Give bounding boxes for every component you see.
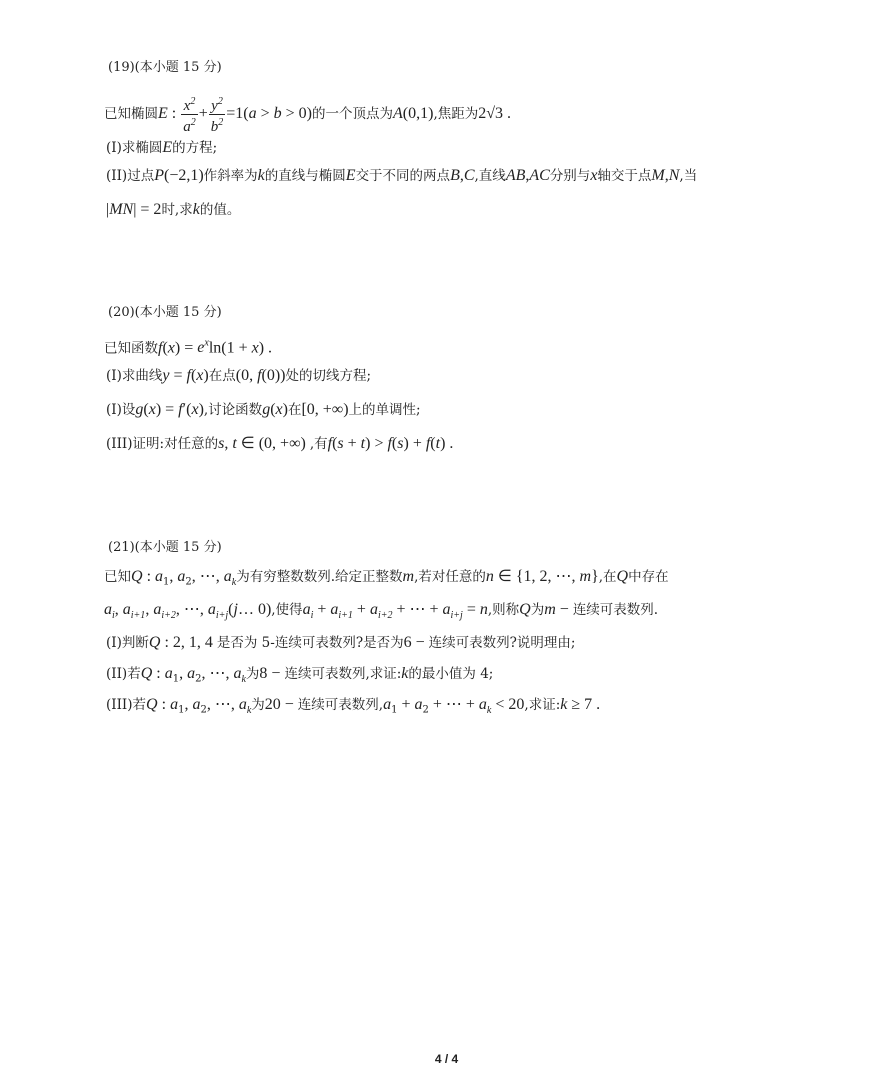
q21-line-3: (I)判断Q : 2, 1, 4 是否为 5-连续可表数列?是否为6 − 连续可表数列?说明理由; <box>106 634 576 651</box>
q19-header: (19)(本小题 15 分) <box>108 60 222 75</box>
q21-line-5: (III)若Q : $a_1$, $a_2$, ⋯, $a_k$为20 − 连续可表数列$,a_1 + a_2$ + ⋯ + $a_k < 20$,求证:k ≥ 7 . <box>106 696 601 717</box>
q20-line-3: (I)设g(x) = f′(x),讨论函数g(x)在[0, +∞)上的单调性; <box>106 401 421 418</box>
q19-line-2: (I)求椭圆E的方程; <box>106 139 218 156</box>
q20-header: (20)(本小题 15 分) <box>108 305 222 320</box>
q20-line-2: (I)求曲线y = f(x)在点(0, f(0))处的切线方程; <box>106 367 372 384</box>
q20-line-1: 已知函数$f(x) = e^x\ln(1 + x)$ . <box>104 338 273 357</box>
page-number: 4 / 4 <box>434 1052 459 1066</box>
q19-line-1: 已知椭圆E : $\frac{x^2}{a^2}$ + $\frac{y^2}{b^2}$ =1(a > b > 0)的一个顶点为A(0,1),焦距为2√3 . <box>104 96 512 135</box>
q21-line-2: $a_i$, $a_{i+1}$, $a_{i+2}$, ⋯, $a_{i+j}(j\dots$ 0),使得$a_i + a_{i+1} + a_{i+2}$ + ⋯ + $a_{i+j} = n$,则称Q为m − 连续可表数列. <box>104 601 659 622</box>
q21-line-1: 已知Q : $a_1$, $a_2$, ⋯, $a_k$为有穷整数数列.给定正整数m,若对任意的n ∈ {1, 2, ⋯, m},在Q中存在 <box>104 568 669 589</box>
q19-line-3: (II)过点P(−2,1)作斜率为k的直线与椭圆E交于不同的两点B,C,直线AB,AC分别与x轴交于点M,N,当 <box>106 167 698 184</box>
q20-line-4: (III)证明:对任意的s, t ∈ (0, +∞) ,有f(s + t) > f(s) + f(t) . <box>106 435 454 452</box>
fraction-y2-b2: $\frac{y^2}{b^2}$ <box>210 96 224 135</box>
q21-line-4: (II)若Q : $a_1$, $a_2$, ⋯, $a_k$为8 − 连续可表数列,求证:k的最小值为 4; <box>106 665 494 686</box>
fraction-x2-a2: $\frac{x^2}{a^2}$ <box>183 96 196 135</box>
q21-header: (21)(本小题 15 分) <box>108 540 222 555</box>
q19-line-4: |MN| = 2时,求k的值。 <box>106 201 241 218</box>
